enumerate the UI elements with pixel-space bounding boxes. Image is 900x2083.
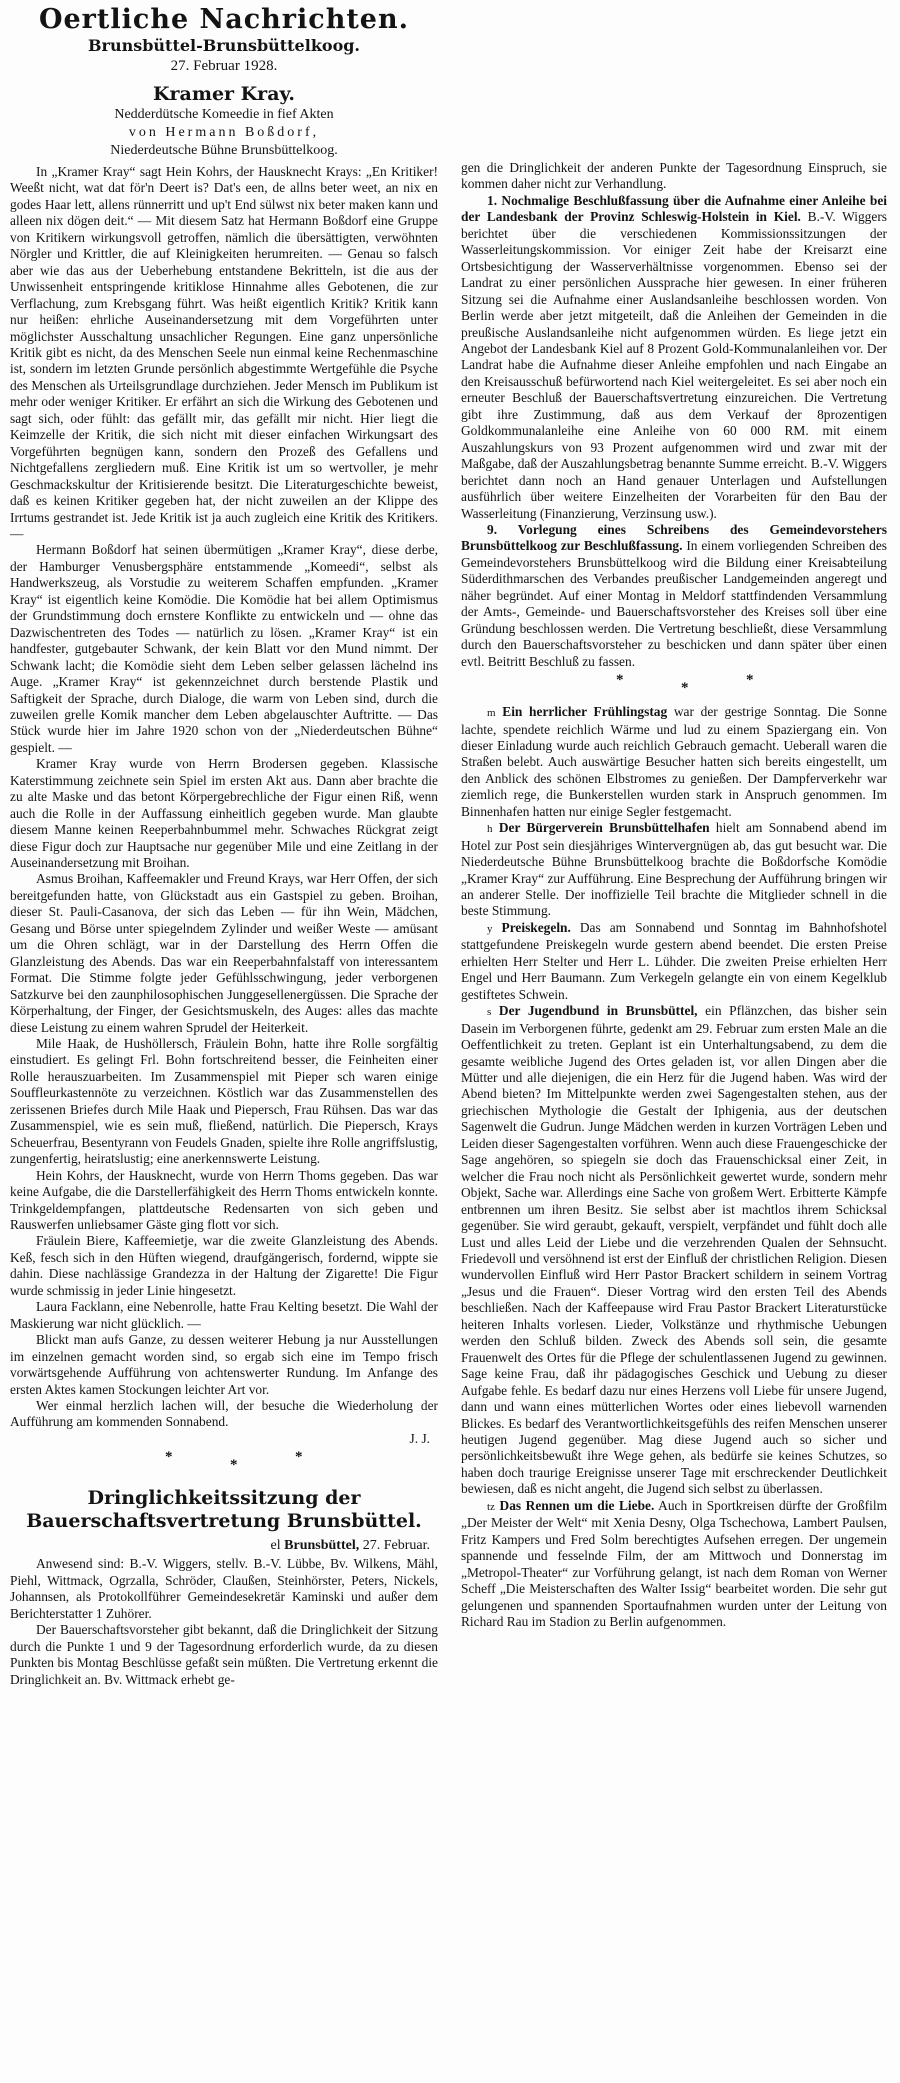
- asterisk-icon: *: [295, 1449, 303, 1466]
- review-paragraph: Hermann Boßdorf hat seinen übermütigen „Kramer Kray“, diese derbe, der Hamburger Venusbergsphäre entstammende „Komeedi“, selbst als Handwerkszeug, als Vorstudie zu weiterem Schaffen empfunden. „Kramer Kray“ ist eigentlich keine Komödie. Die Komödie hat bei allem Optimismus der Grundstimmung doch ernstere Konflikte zu entwickeln und — ohne das Dazwischentreten des Todes — natürlich zu lösen. „Kramer Kray“ ist ein handfester, gutgebauter Schwank, der kein Blatt vor den Mund nimmt. Der Schwank lacht; die Komödie sieht dem Leben selber gelassen lächelnd ins Auge. „Kramer Kray“ ist gekennzeichnet durch berstende Plastik und Saftigkeit der Sprache, durch Dialoge, die warm von Leben sind, durch die zuweilen grelle Komik mancher dem Leben abgelauschter Auftritte. — Das Stück wurde hier im Jahre 1920 schon von der „Niederdeutschen Bühne“ gespielt. —: [10, 542, 438, 755]
- news-headline: Ein herrlicher Frühlingstag: [502, 704, 668, 720]
- asterisk-icon: *: [165, 1449, 173, 1466]
- news-text: war der gestrige Sonntag. Die Sonne lachte, spendete reichlich Wärme und lud zu einem Spaziergang ein. Von dieser Einladung wurde auch reichlich Gebrauch gemacht. Ueberall waren die Straßen belebt. Auch auswärtige Besucher hatten sich bereits eingestellt, um den Anblick des schönen Elbstromes zu genießen. Der Dampferverkehr war ziemlich rege, die Bunkerstellen wurden stark in Anspruch genommen. Im Binnenhafen hatten nur einige Segler festgemacht.: [461, 704, 887, 819]
- agenda-item-text: In einem vorliegenden Schreiben des Gemeindevorstehers Brunsbüttelkoog wird die Bildung einer Kreisabteilung Süderdithmarschen des Verbandes preußischer Landgemeinden angeregt und näher begründet. Auf einer Montag in Meldorf stattfindenden Versammlung der Amts-, Gemeinde- und Bauerschaftsvorsteher des Kreises soll über eine Gründung beschlossen werden. Die Vertretung beschließt, diese Versammlung durch den Bauerschaftsvorsteher zu beschicken und dann später über einen evtl. Beitritt Beschluß zu fassen.: [461, 538, 887, 669]
- review-stage: Niederdeutsche Bühne Brunsbüttelkoog.: [110, 143, 338, 158]
- review-paragraph: Asmus Broihan, Kaffeemakler und Freund Krays, war Herr Offen, der sich bereitgefunden hatte, von Glückstadt aus ein Gastspiel zu geben. Broihan, dieser St. Pauli-Casanova, der sich das Leben — für ihn Wein, Mädchen, Gesang und Börse unter spiegelndem Zylinder und weißer Weste — amüsant um die Ohren schlägt, war in der Darstellung des Herrn Offen die Glanzleistung des Abends. Das war ein Reeperbahnfalstaff von interessantem Format. Die Stimme folgte jeder Gefühlsschwingung, jeder verborgenen Satzkurve bei den zaunphilosophischen Junggesellenergüssen. Die Sprache der Körperhaltung, der Finger, der Gesichtsmuskeln, des Auges: alles das machte diese Leistung zu einem wahren Sprudel der Heiterkeit.: [10, 871, 438, 1035]
- agenda-item-1: [461, 193, 887, 522]
- asterisk-icon: *: [746, 672, 754, 689]
- section-separator: [461, 670, 887, 704]
- review-paragraph: Mile Haak, de Hushöllersch, Fräulein Bohn, hatte ihre Rolle sorgfältig einstudiert. Es gelingt Frl. Bohn fortschreitend besser, die Feinheiten einer Rolle herauszuarbeiten. Im Zusammenspiel mit Pieper sch waren einige Soufflеurkastennöte zu verzeichnen. Köstlich war das Zusammenstellen des zerissenen Briefes durch Mile Haak und Piepersch, Frau Rühsen. Das war das Zusammenspiel, wie es sein muß, fließend, natürlich. Die Piepersch, Krays Scheuerfrau, Besentyrann von Feudels Gnaden, spielte ihre Rolle angriffslustig, zungenfertig, heiratslustig; eine anerkennswerte Leistung.: [10, 1036, 438, 1167]
- dateline-place: Brunsbüttel,: [284, 1538, 360, 1554]
- news-headline: Preiskegeln.: [501, 919, 571, 935]
- meeting-title: Dringlichkeitssitzung der Bauerschaftsvertretung Brunsbüttel.: [26, 1487, 422, 1533]
- news-text: Das am Sonnabend und Sonntag im Bahnhofshotel stattgefundene Preiskegeln wurde gestern abend beendet. Die ersten Preise erhielten Herr Stelter und Herr L. Lühder. Die zweiten Preise erhielten Herr Engel und Herr Baumann. Zum Verkegeln gelangte ein von einem Kegelklub gestiftetes Schwein.: [461, 919, 887, 1002]
- news-kicker: h: [487, 823, 493, 836]
- news-headline: Der Bürgerverein Brunsbüttelhafen: [498, 820, 710, 836]
- asterisk-icon: *: [681, 680, 689, 697]
- dateline-date: 27. Februar.: [362, 1538, 430, 1554]
- asterisk-icon: *: [230, 1457, 238, 1474]
- review-paragraph: Hein Kohrs, der Hausknecht, wurde von Herrn Thoms gegeben. Das war keine Aufgabe, die die Darstellerfähigkeit des Herrn Thoms entwickeln konnte. Trinkgeldempfangen, plattdeutsche Redensarten von sich geben und Rauswerfen unliebsamer Gäste ging flott vor sich.: [10, 1167, 438, 1232]
- left-column: [10, 4, 438, 1688]
- news-headline: Das Rennen um die Liebe.: [499, 1497, 655, 1513]
- review-author: von Hermann Boßdorf,: [128, 125, 320, 140]
- dateline-kicker: el: [270, 1538, 281, 1554]
- review-signature: J. J.: [409, 1430, 430, 1446]
- meeting-paragraph-continued: gen die Dringlichkeit der anderen Punkte der Tagesordnung Einspruch, sie kommen daher nicht zur Verhandlung.: [461, 160, 887, 192]
- agenda-item-heading: 1. Nochmalige Beschlußfassung über die Aufnahme einer Anleihe bei der Landesbank der Provinz Schleswig-Holstein in Kiel.: [461, 192, 887, 225]
- news-item: [461, 820, 887, 920]
- review-paragraph: Fräulein Biere, Kaffeemietje, war die zweite Glanzleistung des Abends. Keß, fesch sich in den Hüften wiegend, draufgängerisch, fordernd, wippte sie dahin. Diese nachlässige Grandezza in der Haltung der Zigarette! Die Figur wurde schmissig in jeder Linie hingesetzt.: [10, 1233, 438, 1298]
- review-paragraph: Laura Facklann, eine Nebenrolle, hatte Frau Kelting besetzt. Die Wahl der Maskierung war nicht glücklich. —: [10, 1299, 438, 1331]
- section-separator: [10, 1447, 438, 1481]
- asterisk-icon: *: [616, 672, 624, 689]
- news-kicker: m: [487, 707, 496, 720]
- meeting-dateline: [10, 1536, 438, 1555]
- agenda-item-text: B.-V. Wiggers berichtet über die verschiedenen Kommissionssitzungen der Wasserleitungskommission. Vor einiger Zeit habe der Kreisarzt eine Ortsbesichtigung der Wasserverhältnisse vorgenommen. Ebenso sei der Landrat zu einer persönlichen Aussprache hier gewesen. In einer früheren Sitzung sei die Aufnahme einer Auslandsanleihe beschlossen worden. Von Berlin werde aber jetzt mitgeteilt, daß die Anleihen der Gemeinden in die preußische Auslandsanleihe nicht aufgenommen würden. Es liege jetzt ein Angebot der Landesbank Kiel auf 8 Prozent Gold-Kommunalanleihen vor. Der Landrat habe die Aufnahme dieser Anleihe empfohlen und nach Eingabe an den Kreisausschuß befürwortend nach Kiel weitergeleitet. Es sei aber noch ein erneuter Beschluß der Bauerschaftsvertretung einzureichen. Die Vertretung gibt ihre Zustimmung, daß aus dem Verkauf der 8prozentigen Goldkommunalanleihe eine Anleihe von 60 000 RM. mit einem Auszahlungskurs von 93 Prozent aufgenommen wird und zwar mit der Maßgabe, daß der Auszahlungsbetrag benannte Summe erreicht. B.-V. Wiggers berichtet dann noch an Hand genauer Unterlagen und Aufstellungen ausführlich über weitere Einzelheiten der Vorarbeiten für den Bau der Wasserleitung (Finanzierung, Verzinsung usw.).: [461, 209, 887, 521]
- news-text: hielt am Sonnabend abend im Hotel zur Post sein diesjähriges Wintervergnügen ab, das gut besucht war. Die Niederdeutsche Bühne Brunsbüttelkoog brachte die Boßdorfsche Komödie „Kramer Kray“ zur Aufführung. Eine Besprechung der Aufführung bringen wir an anderer Stelle. Der inoffizielle Teil brachte die Mitglieder schnell in die beste Stimmung.: [461, 820, 887, 919]
- agenda-item-heading: 9. Vorlegung eines Schreibens des Gemeindevorstehers Brunsbüttelkoog zur Beschlußfassung.: [461, 521, 887, 554]
- section-title: Oertliche Nachrichten.: [38, 4, 410, 35]
- news-kicker: y: [487, 922, 493, 935]
- review-paragraph: Blickt man aufs Ganze, zu dessen weiterer Hebung ja nur Ausstellungen im einzelnen gemacht worden sind, so ergab sich eine im Tempo frisch vorwärtsgehende Aufführung von achtenswerter Rundung. Im Anfange des ersten Aktes kamen Stockungen leichter Art vor.: [10, 1332, 438, 1397]
- news-text: ein Pflänzchen, das bisher sein Dasein im Verborgenen führte, gedenkt am 29. Februar zum ersten Male an die Oeffentlichkeit zu treten. Geplant ist ein Unterhaltungsabend, zu dem die gesamte weibliche Jugend des Ortes geladen ist, vor allen Dingen aber die Mütter und alle diejenigen, die ein Herz für die Jugend haben. Was wird der Abend bieten? Im Mittelpunkte werden zwei Sagengestalten stehen, aus der griechischen Mythologie die Gestalt der Iphigenia, aus der deutschen Sagenwelt die Gudrun. Junge Mädchen werden in kurzen Vorträgen Leben und Leiden dieser Sagengestalten vorführen. Wenn auch diese Frauengeschicke der Sage angehören, so spiegeln sie doch das Frauenschicksal einer Zeit, in welcher die Frau noch nicht als Persönlichkeit gewertet wurde, sondern mehr Objekt, Sache war. Allerdings eine Sache von großem Wert. Erbitterte Kämpfe entbrennen um ihren Besitz. Sie selbst aber ist machtlos ihrem Schicksal gegenüber. Sie wird geraubt, gekauft, verspielt, verpfändet und fühlt doch alle Lust und alles Leid der Liebe und die verzehrenden Qualen der Sehnsucht. Friedevoll und versöhnend ist erst der Einfluß der christlichen Religion. Diesen wundervollen Einfluß wird Herr Pastor Brackert schildern in seinem Vortrag „Jesus und die Frauen“. Dieser Vortrag wird den ersten Teil des Abends beschließen. Nach der Kaffeepause wird Frau Pastor Brackert Literaturstücke heiteren Inhalts vorlesen. Lieder, Volkstänze und rhythmische Uebungen werden den Schluß bilden. Zweck des Abends soll sein, die gesamte Frauenwelt des Ortes für die Pflege der schulentlassenen Jugend zu gewinnen. Sage keine Frau, daß ihr pädagogisches Geschick und Uebung zu dieser Aufgabe fehle. Es bedarf dazu nur eines Herzens voll Liebe für unsere Jugend, dann und wann eines mütterlichen Wortes oder eines liebevoll warnenden Blickes. Es bedarf des Verantwortlichkeitsgefühls des reifen Menschen unserer heutigen Jugend gegenüber. Mag diese Jugend auch so sicher und persönlichkeitsbewußt ihre Wege gehen, als bedürfe sie keines Schutzes, so haben doch traurige Ereignisse unserer Tage mit erschreckender Deutlichkeit bewiesen, daß es nicht angeht, die Jugend sich selbst zu überlassen.: [461, 1003, 887, 1497]
- news-item: [461, 1003, 887, 1498]
- issue-date: 27. Februar 1928.: [170, 58, 278, 74]
- news-item: [461, 704, 887, 820]
- meeting-paragraph: Anwesend sind: B.-V. Wiggers, stellv. B.-V. Lübbe, Bv. Wilkens, Mähl, Piehl, Wittmack, Ogrzalla, Schröder, Claußen, Steinhörster, Peters, Nickels, Johannsen, als Protokollführer Gemeindesekretär Kaminski und außer dem Berichterstatter 1 Zuhörer.: [10, 1556, 438, 1621]
- news-item: [461, 1498, 887, 1631]
- meeting-paragraph: Der Bauerschaftsvorsteher gibt bekannt, daß die Dringlichkeit der Sitzung durch die Punkte 1 und 9 der Tagesordnung erforderlich wurde, da zu diesen Punkten bis Montag Beschlüsse gefaßt sein müßten. Die Vertretung erkennt die Dringlichkeit an. Bv. Wittmack erhebt ge-: [10, 1622, 438, 1687]
- news-kicker: tz: [487, 1500, 495, 1513]
- agenda-item-9: [461, 522, 887, 670]
- review-paragraph: Kramer Kray wurde von Herrn Brodersen gegeben. Klassische Katerstimmung zeichnete sein Spiel im ersten Akt aus. Dann aber brachte die zu alte Maske und das betont Körpergebrechliche der Figur einen Riß, wenn auch die Rolle in der Auffassung einheitlich gegeben wurde. Man glaubte diesem Manne keinen Reeperbahnbummel mehr. Schwaches Rückgrat zeigt diese Figur doch zur Hauptsache nur gegenüber Mile und eine Zeitlang in der Auseinandersetzung mit Broihan.: [10, 756, 438, 871]
- review-subtitle: Nedderdütsche Komeedie in fief Akten: [114, 107, 334, 122]
- masthead: [10, 4, 438, 76]
- review-paragraph: Wer einmal herzlich lachen will, der besuche die Wiederholung der Aufführung am kommenden Sonnabend.: [10, 1397, 438, 1430]
- review-paragraph: In „Kramer Kray“ sagt Hein Kohrs, der Hausknecht Krays: „En Kritiker! Weeßt nicht, wat dat för'n Deert is? Dat's een, de allns beter weet, an nix en godes Haar lett, allens rünnerritt und up't End sülwst nix beter maken kann und alleen nix dögen deit.“ — Mit diesem Satz hat Hermann Boßdorf eine Gruppe von Kritikern wirkungsvoll getroffen, nämlich die übersättigten, verwöhnten Nörgler und Krittler, die auf Kleinigkeiten herumreiten. — Genau so falsch aber wie das aus der Ueberhebung entstandene Bekritteln, ist die aus der Unwissenheit entspringende kritiklose Hinnahme alles Gebotenen, die zur Verflachung, zum Krebsgang führt. Was heißt eigentlich Kritik? Kritik kann nur heißen: ehrliche Auseinandersetzung mit dem Vorgeführten unter möglichster Ausschaltung unsachlicher Regungen. Eine ganz unpersönliche Kritik gibt es nicht, da des Menschen Seele nun einmal keine Rechenmaschine ist, sondern im letzten Grunde persönlich abgestimmte Wertgefühle die Psyche des Menschen als Urteilsgrundlage durchziehen. Jeder Mensch im Publikum ist mehr oder weniger Kritiker. Er erfährt an sich die Wirkung des Gebotenen und sagt sich, oder fühlt: das gefällt mir, das gefällt mir nicht. Hier liegt die Keimzelle der Kritik, die sich nicht mit dieser einfachen Wirkungsart des Vorgeführten begnügen kann, sondern den Prozeß des Gefallens und Nichtgefallens zergliedern muß. Eine Kritik ist um so wertvoller, je mehr Geschmackskultur der Kritisierende besitzt. Die Literaturgeschichte beweist, daß es keinen Kritiker gegeben hat, der nicht zuweilen an der Klippe des Irrtums gestrandet ist. Jede Kritik ist ja auch zugleich eine Kritik des Kritikers. —: [10, 164, 438, 541]
- right-column: [461, 160, 887, 1630]
- news-headline: Der Jugendbund in Brunsbüttel,: [498, 1003, 698, 1019]
- news-item: [461, 920, 887, 1003]
- news-text: Auch in Sportkreisen dürfte der Großfilm „Der Meister der Welt“ mit Xenia Desny, Olga Tschechowa, Lambert Paulsen, Fritz Kampers und Fred Solm berechtigtes Aufsehen erregen. Der ungemein spannende und fesselnde Film, der am Mittwoch und Donnerstag im „Metropol-Theater“ zur Vorführung gelangt, ist nach dem Roman von Werner Scheff „Die Meisterschaften des Walter Issig“ bearbeitet worden. Die sehr gut gelungenen und spannenden Sportaufnahmen wurden unter der Leitung von Richard Rau im Stadion zu Berlin aufgenommen.: [461, 1497, 887, 1629]
- section-subtitle: Brunsbüttel-Brunsbüttelkoog.: [88, 36, 360, 55]
- review-title: Kramer Kray.: [153, 83, 295, 105]
- news-kicker: s: [487, 1006, 492, 1019]
